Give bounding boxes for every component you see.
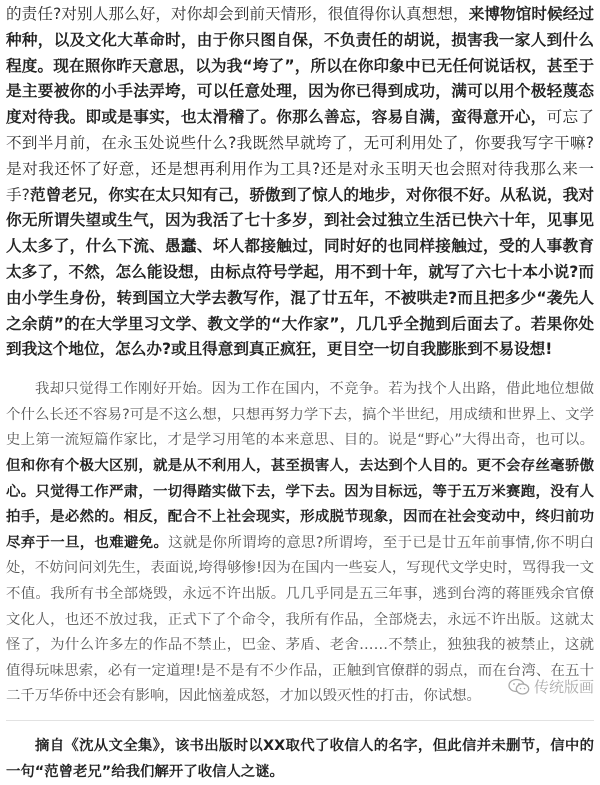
text-run-bold: 即或是事实，也太滑稽了。你那么善忘，容易自满，蛮得意开心，: [85, 108, 547, 127]
text-run: 我却只觉得工作刚好开始。因为工作在国内，不竞争。若为找个人出路，借此地位想做个什么长还不容易?可是不这么想，只想再努力学下去，搞个半世纪，用成绩和世界上、文学史上第一流短篇作家比，才是学习用笔的本来意思、目的。说是“野心”大得出奇，也可以。: [6, 381, 594, 449]
watermark: [508, 676, 594, 697]
text-run: 这就是你所谓垮的意思?所谓垮，至于已是廿五年前事情,你不明白处，不妨问问刘先生，表面说,垮得够惨!因为在国内一些妄人，写现代文学史时，骂得我一文不值。我所有书全部烧毁，永远不许出版。几几乎同是五三年事，逃到台湾的蒋匪残余官僚文化人，也还不放过我，正式下了个命令，我所有作品，全部烧去，永远不许出版。这就太怪了，为什么许多左的作品不禁止，巴金、茅盾、老舍……不禁止，独独我的被禁止，这就值得玩味思索，必有一定道理!是不是有不少作品，正触到官僚群的弱点，而在台湾、在五十二千万华侨中还会有影响，因此恼羞成怒，才加以毁灭性的打击，你试想。: [6, 534, 594, 705]
divider: [6, 720, 594, 721]
paragraph-1: [6, 2, 594, 363]
text-run: 可忘了不到半月前，在永玉处说些什么?我既然早就垮了，无可利用处了，你要我写字干嘛?是对我还怀了好意，还是想再利用作为工具?还是对永玉明天也会照对待我那么来一手?: [6, 108, 594, 204]
text-run: 的责任?对别人那么好，对你却会到前天情形，很值得你认真想想，: [6, 5, 469, 23]
paragraph-3-source-note: [6, 733, 594, 785]
watermark-text: 传统版画: [533, 678, 594, 696]
text-run-bold: 范曾老兄，你实在太只知有己，骄傲到了惊人的地步，对你很不好。从私说，我对你无所谓失望或生气，因为我活了七十多岁，到社会过独立生活已快六十年，见事见人太多了，什么下流、愚蠢、坏人都接触过，同时好的也同样接触过，受的人事教育太多了，不然，怎么能设想，由标点符号学起，用不到十年，就写了六七十本小说?而由小学生身份，转到国立大学去教写作，混了廿五年，不被哄走?而且把多少“袭先人之余荫”的在大学里习文学、教文学的“大作家”，几几乎全抛到后面去了。若果你处到我这个地位，怎么办?或且得意到真正疯狂，更目空一切自我膨胀到不易设想!: [6, 185, 594, 359]
text-run-bold: 但和你有个极大区别，就是从不利用人，甚至损害人，去达到个人目的。更不会存丝毫骄傲心。只觉得工作严肃，一切得踏实做下去，学下去。因为目标远，等于五万米赛跑，没有人拍手，是必然的。相反，配合不上社会现实，形成脱节现象，因而在社会变动中，终归前功尽弃于一旦，也难避免。: [6, 457, 594, 551]
text-run-bold: 摘自《沈从文全集》，该书出版时以XX取代了收信人的名字，但此信并未删节，信中的一句“范曾老兄”给我们解开了收信人之谜。: [6, 737, 594, 780]
text-run-bold: 来博物馆时候经过种种，以及文化大革命时，由于你只图自保，不负责任的胡说，损害我一家人到什么程度。现在照你昨天意思，以为我“垮了”，: [6, 5, 594, 75]
paragraph-2: [6, 377, 594, 710]
text-run-bold: 所以在你印象中已无任何说话权，甚至于是主要被你的小手法弄垮，可以任意处理，因为你已得到成功，满可以用个极轻蔑态度对待我。: [6, 56, 594, 127]
wechat-icon: [508, 678, 530, 696]
